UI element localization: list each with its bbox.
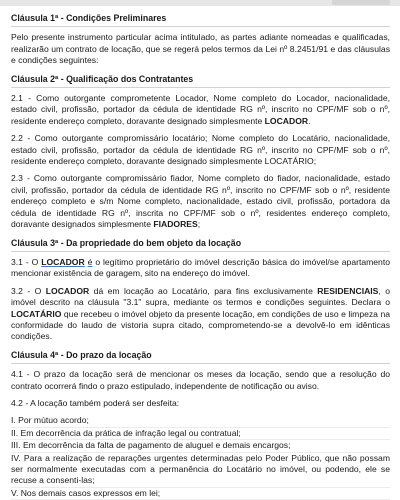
clause-2-3-end: ; [197,219,201,230]
clause-1-title: Cláusula 1ª - Condições Preliminares [11,12,390,27]
clause-3-1-rest: o legítimo proprietário do imóvel descrição básica do imóvel/se apartamento mencionar existência de garagem, sito na endereço do imóvel. [11,256,391,279]
termination-list [11,415,390,500]
list-item: I. Por mútuo acordo; [11,415,390,427]
clause-2-1-text: 2.1 - Como outorgante comprometente Locador, Nome completo do Locador, nacionalidade, estado civil, profissão, portador da cédula de identidade RG nº, inscrito no CPF/MF sob o nº, residente endereço completo, doravante designado simplesmente [11,93,390,126]
clause-2-2-paragraph: 2.2 - Como outorgante compromissário locatário; Nome completo do Locatário, nacionalidade, estado civil, profissão, portador da cédula de identidade RG nº, inscrito no CPF/MF sob o nº, residente endereço completo, doravante designado simplesmente LOCATÁRIO; [11,133,390,167]
clause-1-text: Pelo presente instrumento particular acima intitulado, as partes adiante nomeadas e qualificadas, realizarão um contrato de locação, que se regerá pelos termos da Lei nº 8.2451/91 e das cláusulas e condições seguintes: [11,32,390,66]
clause-4-title: Cláusula 4ª - Do prazo da locação [11,349,390,364]
clause-2-3-paragraph [11,173,390,230]
locador-term: LOCADOR [41,256,85,267]
document-page [0,6,400,500]
clause-3-2-start: 3.2 - O [11,285,46,296]
fiadores-term: FIADORES [153,219,198,230]
clause-4-1-paragraph: 4.1 - O prazo da locação será de mencionar os meses da locação, sendo que a resolução do contrato ocorrerá findo o prazo estipulado, independente de notificação ou aviso. [11,369,390,391]
clause-3-2-end: que recebeu o imóvel objeto da presente locação, em condições de uso e limpeza na conformidade do laudo de vistoria supra citado, comprometendo-se a devolvê-lo em idênticas condições. [11,308,390,342]
locatario-term: LOCATÁRIO [11,308,62,319]
clause-4-2-paragraph: 4.2 - A locação também poderá ser desfeita: [11,397,180,408]
top-tab [332,0,390,5]
clause-2-3-text: 2.3 - Como outorgante compromissário fiador, Nome completo do fiador, nacionalidade, estado civil, profissão, portador da cédula de identidade RG nº, inscrito no CPF/MF sob o nº, residente endereço completo e s/m Nome completo, nacionalidade, estado civil, profissão, portadora da cédula de identidade RG nº, inscrita no CPF/MF sob o nº, residentes endereço completo, doravante designados simplesmente [11,173,390,230]
list-item: III. Em decorrência da falta de pagamento de aluguel e demais encargos; [11,440,390,452]
list-item: IV. Para a realização de reparações urgentes determinadas pelo Poder Público, que não possam ser normalmente executadas com a permanência do Locatário no imóvel, ou podendo, ele se recuse a consenti-las; [11,453,390,488]
clause-3-2-mid2: , o imóvel descrito na cláusula "3.1" supra, mediante os termos e condições seguintes. Declara o [11,285,390,308]
residenciais-term: RESIDENCIAIS [317,285,379,296]
clause-2-1-end: . [308,115,311,126]
clause-3-1-e: é [87,256,93,267]
clause-3-1-paragraph [11,257,390,280]
list-item: II. Em decorrência da prática de infração legal ou contratual; [11,428,390,440]
list-item: V. Nos demais casos expressos em lei; [11,488,390,500]
clause-3-1-start: 3.1 - O [11,256,42,267]
clause-3-2-mid1: dá em locação ao Locatário, para fins exclusivamente [89,285,318,296]
clause-3-title: Cláusula 3ª - Da propriedade do bem objeto da locação [11,237,390,252]
clause-2-title: Cláusula 2ª - Qualificação dos Contratantes [11,73,390,88]
clause-2-1-paragraph [11,93,390,127]
clause-3-2-paragraph [11,286,390,343]
document-content [0,6,400,500]
locador-term: LOCADOR [264,115,309,126]
locador-term: LOCADOR [45,285,90,296]
